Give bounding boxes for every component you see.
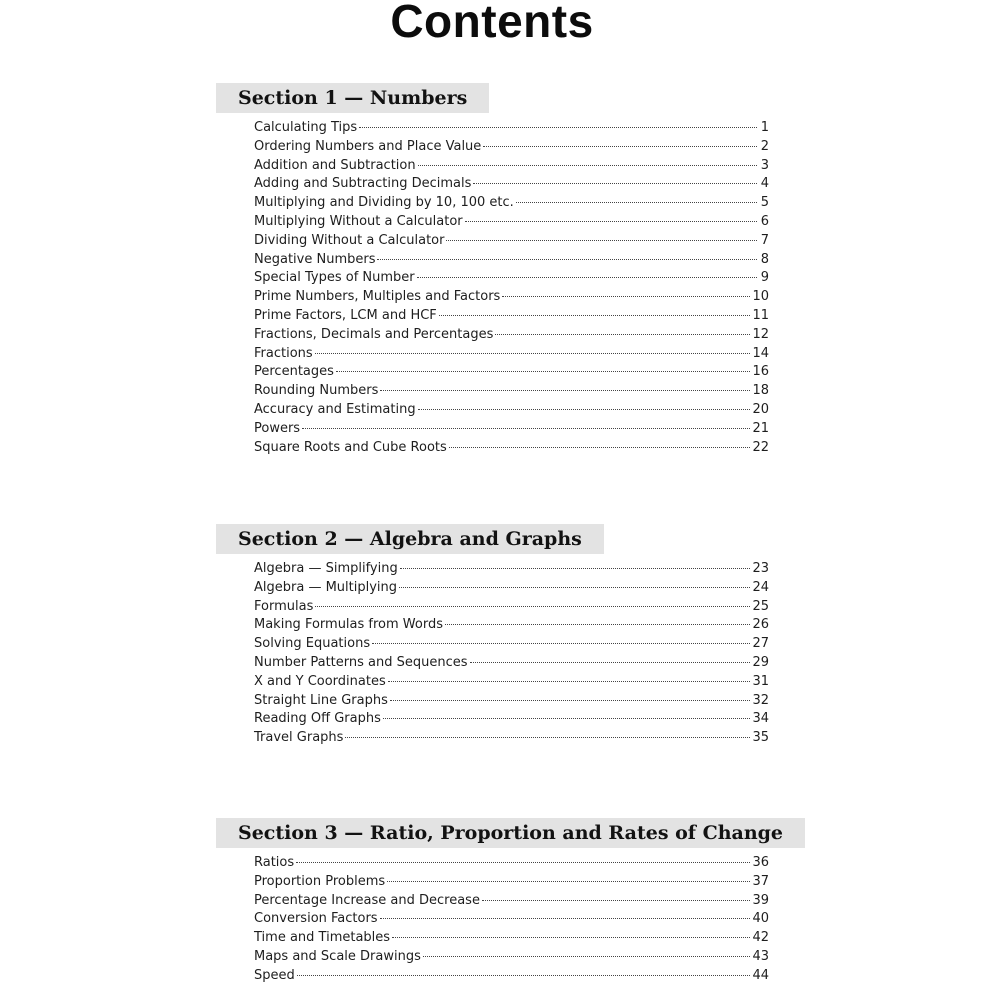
toc-entry — [254, 910, 769, 929]
toc-entry — [254, 710, 769, 729]
toc-entry — [254, 232, 769, 251]
toc-entry — [254, 326, 769, 345]
dot-leader — [383, 718, 751, 719]
page-number: 7 — [760, 232, 769, 248]
entry-title: Time and Timetables — [254, 930, 391, 946]
page-number: 26 — [752, 617, 769, 633]
toc-entry — [254, 598, 769, 617]
toc-entry — [254, 579, 769, 598]
page-number: 12 — [752, 326, 769, 342]
entry-title: Multiplying and Dividing by 10, 100 etc. — [254, 195, 514, 211]
dot-leader — [483, 146, 757, 147]
page-number: 35 — [752, 730, 769, 746]
dot-leader — [392, 937, 750, 938]
page-number: 42 — [752, 930, 769, 946]
entry-title: Special Types of Number — [254, 270, 415, 286]
page-number: 2 — [760, 138, 769, 154]
page-number: 37 — [752, 873, 769, 889]
entry-title: Ratios — [254, 855, 295, 870]
page-number: 18 — [752, 383, 769, 399]
dot-leader — [470, 662, 751, 663]
toc-entry — [254, 138, 769, 157]
page-title: Contents — [390, 0, 594, 47]
page-number: 10 — [752, 289, 769, 305]
page-number: 23 — [752, 561, 769, 576]
toc-entry — [254, 873, 769, 892]
toc-entry — [254, 692, 769, 711]
toc-entry — [254, 345, 769, 364]
toc-entry — [254, 401, 769, 420]
entry-title: Calculating Tips — [254, 120, 358, 135]
entry-title: Dividing Without a Calculator — [254, 232, 445, 248]
entry-title: Prime Numbers, Multiples and Factors — [254, 289, 501, 305]
toc-entry — [254, 213, 769, 232]
page-number: 43 — [752, 948, 769, 964]
entry-title: Algebra — Simplifying — [254, 561, 398, 576]
entry-title: Addition and Subtraction — [254, 157, 416, 173]
page-number: 25 — [752, 598, 769, 614]
toc-entry — [254, 307, 769, 326]
toc-entry — [254, 929, 769, 948]
page-number: 22 — [752, 439, 769, 455]
section-heading: Section 2 — Algebra and Graphs — [216, 524, 604, 554]
entry-title: Adding and Subtracting Decimals — [254, 176, 472, 192]
toc-entry — [254, 967, 769, 986]
entry-title: Prime Factors, LCM and HCF — [254, 307, 437, 323]
entry-title: Negative Numbers — [254, 251, 376, 267]
page-number: 31 — [752, 673, 769, 689]
toc-entry — [254, 616, 769, 635]
dot-leader — [336, 371, 751, 372]
entry-title: Making Formulas from Words — [254, 617, 443, 633]
entry-title: Travel Graphs — [254, 730, 344, 746]
entry-title: Maps and Scale Drawings — [254, 948, 421, 964]
dot-leader — [296, 862, 750, 863]
toc-entry — [254, 119, 769, 138]
page-number: 4 — [760, 176, 769, 192]
page-number: 27 — [752, 636, 769, 652]
dot-leader — [345, 737, 750, 738]
section-heading: Section 3 — Ratio, Proportion and Rates of Change — [216, 818, 805, 848]
entry-title: Percentages — [254, 364, 334, 380]
page-number: 1 — [760, 120, 769, 135]
dot-leader — [423, 956, 751, 957]
page-number: 8 — [760, 251, 769, 267]
entry-title: Multiplying Without a Calculator — [254, 213, 463, 229]
dot-leader — [400, 568, 751, 569]
dot-leader — [418, 165, 757, 166]
toc-entry — [254, 175, 769, 194]
dot-leader — [449, 447, 751, 448]
entry-title: Proportion Problems — [254, 873, 386, 889]
page-number: 24 — [752, 579, 769, 595]
page-number: 29 — [752, 654, 769, 670]
dot-leader — [399, 587, 750, 588]
page-number: 3 — [760, 157, 769, 173]
entry-title: Powers — [254, 420, 301, 436]
page-number: 21 — [752, 420, 769, 436]
dot-leader — [417, 277, 757, 278]
dot-leader — [377, 259, 757, 260]
dot-leader — [388, 681, 751, 682]
toc-entry — [254, 363, 769, 382]
entry-title: Fractions, Decimals and Percentages — [254, 326, 494, 342]
dot-leader — [446, 240, 757, 241]
page-number: 16 — [752, 364, 769, 380]
page-number: 36 — [752, 855, 769, 870]
toc-entry — [254, 673, 769, 692]
toc-entry — [254, 194, 769, 213]
dot-leader — [516, 202, 757, 203]
entry-title: Rounding Numbers — [254, 383, 379, 399]
page-number: 14 — [752, 345, 769, 361]
dot-leader — [418, 409, 751, 410]
dot-leader — [380, 918, 751, 919]
toc-entry — [254, 157, 769, 176]
dot-leader — [315, 606, 750, 607]
toc-entry — [254, 439, 769, 458]
section-heading: Section 1 — Numbers — [216, 83, 489, 113]
page-number: 34 — [752, 711, 769, 727]
dot-leader — [387, 881, 750, 882]
dot-leader — [445, 624, 750, 625]
page-number: 32 — [752, 692, 769, 708]
dot-leader — [482, 900, 751, 901]
toc-entry — [254, 251, 769, 270]
dot-leader — [359, 127, 757, 128]
toc-entry — [254, 892, 769, 911]
section-entries — [254, 560, 769, 748]
entry-title: Conversion Factors — [254, 911, 378, 927]
toc-entry — [254, 635, 769, 654]
entry-title: Formulas — [254, 598, 314, 614]
dot-leader — [465, 221, 757, 222]
entry-title: Algebra — Multiplying — [254, 579, 398, 595]
page-number: 6 — [760, 213, 769, 229]
toc-entry — [254, 288, 769, 307]
page-number: 5 — [760, 195, 769, 211]
page-number: 40 — [752, 911, 769, 927]
entry-title: Straight Line Graphs — [254, 692, 388, 708]
entry-title: Speed — [254, 967, 295, 983]
page-number: 20 — [752, 401, 769, 417]
page-number: 11 — [752, 307, 769, 323]
entry-title: Reading Off Graphs — [254, 711, 381, 727]
entry-title: Percentage Increase and Decrease — [254, 892, 480, 908]
toc-entry — [254, 420, 769, 439]
page-number: 39 — [752, 892, 769, 908]
toc-entry — [254, 729, 769, 748]
dot-leader — [297, 975, 751, 976]
dot-leader — [390, 700, 751, 701]
toc-entry — [254, 654, 769, 673]
toc-entry — [254, 382, 769, 401]
dot-leader — [315, 353, 751, 354]
dot-leader — [302, 428, 750, 429]
entry-title: Square Roots and Cube Roots — [254, 439, 447, 455]
page-number: 44 — [752, 967, 769, 983]
dot-leader — [495, 334, 750, 335]
section-entries — [254, 854, 769, 986]
dot-leader — [380, 390, 750, 391]
entry-title: Ordering Numbers and Place Value — [254, 138, 482, 154]
page-number: 9 — [760, 270, 769, 286]
dot-leader — [502, 296, 750, 297]
entry-title: Accuracy and Estimating — [254, 401, 416, 417]
dot-leader — [372, 643, 750, 644]
dot-leader — [473, 183, 757, 184]
dot-leader — [439, 315, 751, 316]
entry-title: X and Y Coordinates — [254, 673, 386, 689]
entry-title: Solving Equations — [254, 636, 371, 652]
toc-entry — [254, 269, 769, 288]
toc-entry — [254, 854, 769, 873]
entry-title: Number Patterns and Sequences — [254, 654, 468, 670]
entry-title: Fractions — [254, 345, 313, 361]
toc-entry — [254, 948, 769, 967]
toc-entry — [254, 560, 769, 579]
section-entries — [254, 119, 769, 457]
